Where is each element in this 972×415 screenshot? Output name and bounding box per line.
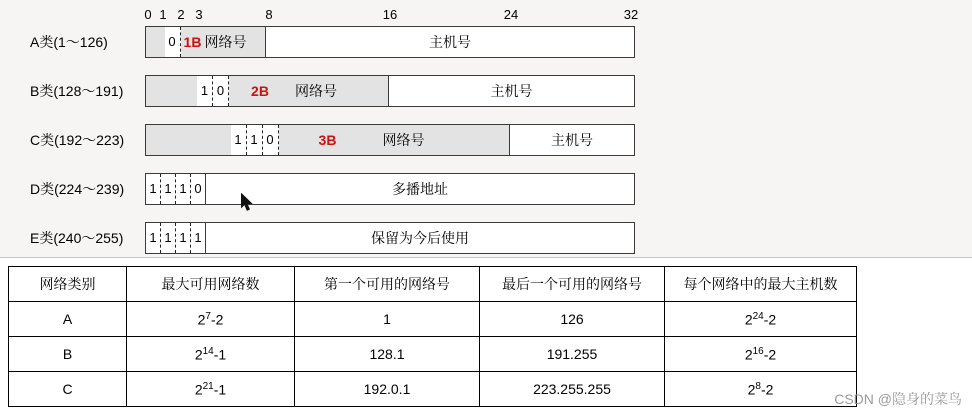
ip-class-table-container — [0, 258, 972, 415]
class-b-bar — [145, 75, 635, 107]
class-e-reserved-segment: 保留为今后使用 — [206, 223, 634, 253]
class-b-prefix-bit-0: 1 — [197, 76, 213, 106]
table-row — [9, 337, 857, 372]
cell-max-networks — [127, 372, 295, 407]
class-b-bytes-label: 2B — [251, 83, 269, 99]
class-b-prefix-bit-1: 0 — [213, 76, 229, 106]
class-e-label: E类(240～255) — [30, 230, 124, 246]
cell-first-network: 1 — [295, 302, 480, 337]
cell-max-hosts — [665, 302, 857, 337]
class-e-prefix-bit-2: 1 — [176, 223, 191, 253]
cell-last-network: 191.255 — [480, 337, 665, 372]
class-c-network-segment — [146, 125, 510, 155]
cell-first-network: 128.1 — [295, 337, 480, 372]
class-c-prefix-bit-1: 1 — [247, 125, 263, 155]
ruler-tick-32: 32 — [623, 7, 639, 22]
class-d-address-segment: 多播地址 — [206, 174, 634, 204]
class-c-host-segment: 主机号 — [510, 125, 634, 155]
cell-max-hosts — [665, 337, 857, 372]
class-c-bytes-label: 3B — [318, 132, 337, 148]
cell-first-network: 192.0.1 — [295, 372, 480, 407]
bit-ruler — [144, 7, 639, 24]
class-a-network-segment — [146, 27, 266, 57]
class-b-network-segment — [146, 76, 389, 106]
value-tail: -2 — [763, 311, 777, 328]
value-base: 2 — [194, 381, 203, 398]
ruler-tick-16: 16 — [382, 7, 398, 22]
class-d-label: D类(224～239) — [30, 181, 125, 197]
ruler-tick-24: 24 — [503, 7, 519, 22]
class-d-prefix-bits — [146, 174, 206, 204]
class-b-host-segment: 主机号 — [389, 76, 634, 106]
class-d-bar — [145, 173, 635, 205]
ruler-tick-8: 8 — [265, 7, 273, 22]
value-base: 2 — [197, 311, 206, 328]
cell-max-networks — [127, 302, 295, 337]
header-last-network: 最后一个可用的网络号 — [480, 267, 665, 302]
class-e-prefix-bit-0: 1 — [146, 223, 161, 253]
class-a-host-segment: 主机号 — [266, 27, 634, 57]
class-d-row — [0, 173, 972, 205]
value-exponent: 16 — [752, 345, 764, 357]
value-tail: -2 — [210, 311, 224, 328]
class-c-prefix-bit-2: 0 — [263, 125, 279, 155]
header-network-class: 网络类别 — [9, 267, 127, 302]
watermark-text: CSDN @隐身的菜鸟 — [834, 391, 962, 407]
ip-class-table — [8, 266, 857, 407]
value-base: 2 — [747, 381, 756, 398]
ruler-tick-2: 2 — [177, 7, 185, 22]
cell-max-networks — [127, 337, 295, 372]
value-base: 2 — [194, 346, 203, 363]
class-a-label: A类(1～126) — [30, 34, 108, 50]
cell-class: C — [9, 372, 127, 407]
class-a-bar — [145, 26, 635, 58]
class-d-prefix-bit-3: 0 — [191, 174, 206, 204]
class-e-bar — [145, 222, 635, 254]
value-exponent: 8 — [755, 380, 761, 392]
class-e-prefix-bit-3: 1 — [191, 223, 206, 253]
class-a-prefix-bit-0: 0 — [165, 27, 181, 57]
ruler-tick-0: 0 — [144, 7, 152, 22]
cell-last-network: 126 — [480, 302, 665, 337]
table-header-row — [9, 267, 857, 302]
class-b-network-label: 网络号 — [294, 83, 337, 99]
value-tail: -2 — [760, 381, 774, 398]
header-max-networks: 最大可用网络数 — [127, 267, 295, 302]
class-a-bytes-label: 1B — [183, 34, 202, 50]
ruler-tick-3: 3 — [195, 7, 203, 22]
class-e-prefix-bit-1: 1 — [161, 223, 176, 253]
class-e-prefix-bits — [146, 223, 206, 253]
class-d-prefix-bit-0: 1 — [146, 174, 161, 204]
cell-max-hosts — [665, 372, 857, 407]
table-row — [9, 372, 857, 407]
class-c-label: C类(192～223) — [30, 132, 125, 148]
value-tail: -1 — [213, 346, 227, 363]
value-exponent: 7 — [205, 310, 211, 322]
value-tail: -1 — [213, 381, 227, 398]
value-base: 2 — [744, 311, 753, 328]
class-a-network-label: 网络号 — [204, 34, 247, 50]
value-base: 2 — [744, 346, 753, 363]
value-exponent: 14 — [202, 345, 214, 357]
class-c-bar — [145, 124, 635, 156]
class-c-row — [0, 124, 972, 156]
cell-class: A — [9, 302, 127, 337]
class-d-prefix-bit-2: 1 — [176, 174, 191, 204]
header-first-network: 第一个可用的网络号 — [295, 267, 480, 302]
table-row — [9, 302, 857, 337]
header-max-hosts: 每个网络中的最大主机数 — [665, 267, 857, 302]
class-b-row — [0, 75, 972, 107]
cell-last-network: 223.255.255 — [480, 372, 665, 407]
class-b-label: B类(128～191) — [30, 83, 124, 99]
class-a-row — [0, 26, 972, 58]
class-d-prefix-bit-1: 1 — [161, 174, 176, 204]
class-c-network-label: 网络号 — [382, 132, 425, 148]
value-tail: -2 — [763, 346, 777, 363]
value-exponent: 21 — [202, 380, 214, 392]
ruler-tick-1: 1 — [159, 7, 167, 22]
class-e-row — [0, 222, 972, 254]
cell-class: B — [9, 337, 127, 372]
class-c-prefix-bit-0: 1 — [231, 125, 247, 155]
value-exponent: 24 — [752, 310, 764, 322]
